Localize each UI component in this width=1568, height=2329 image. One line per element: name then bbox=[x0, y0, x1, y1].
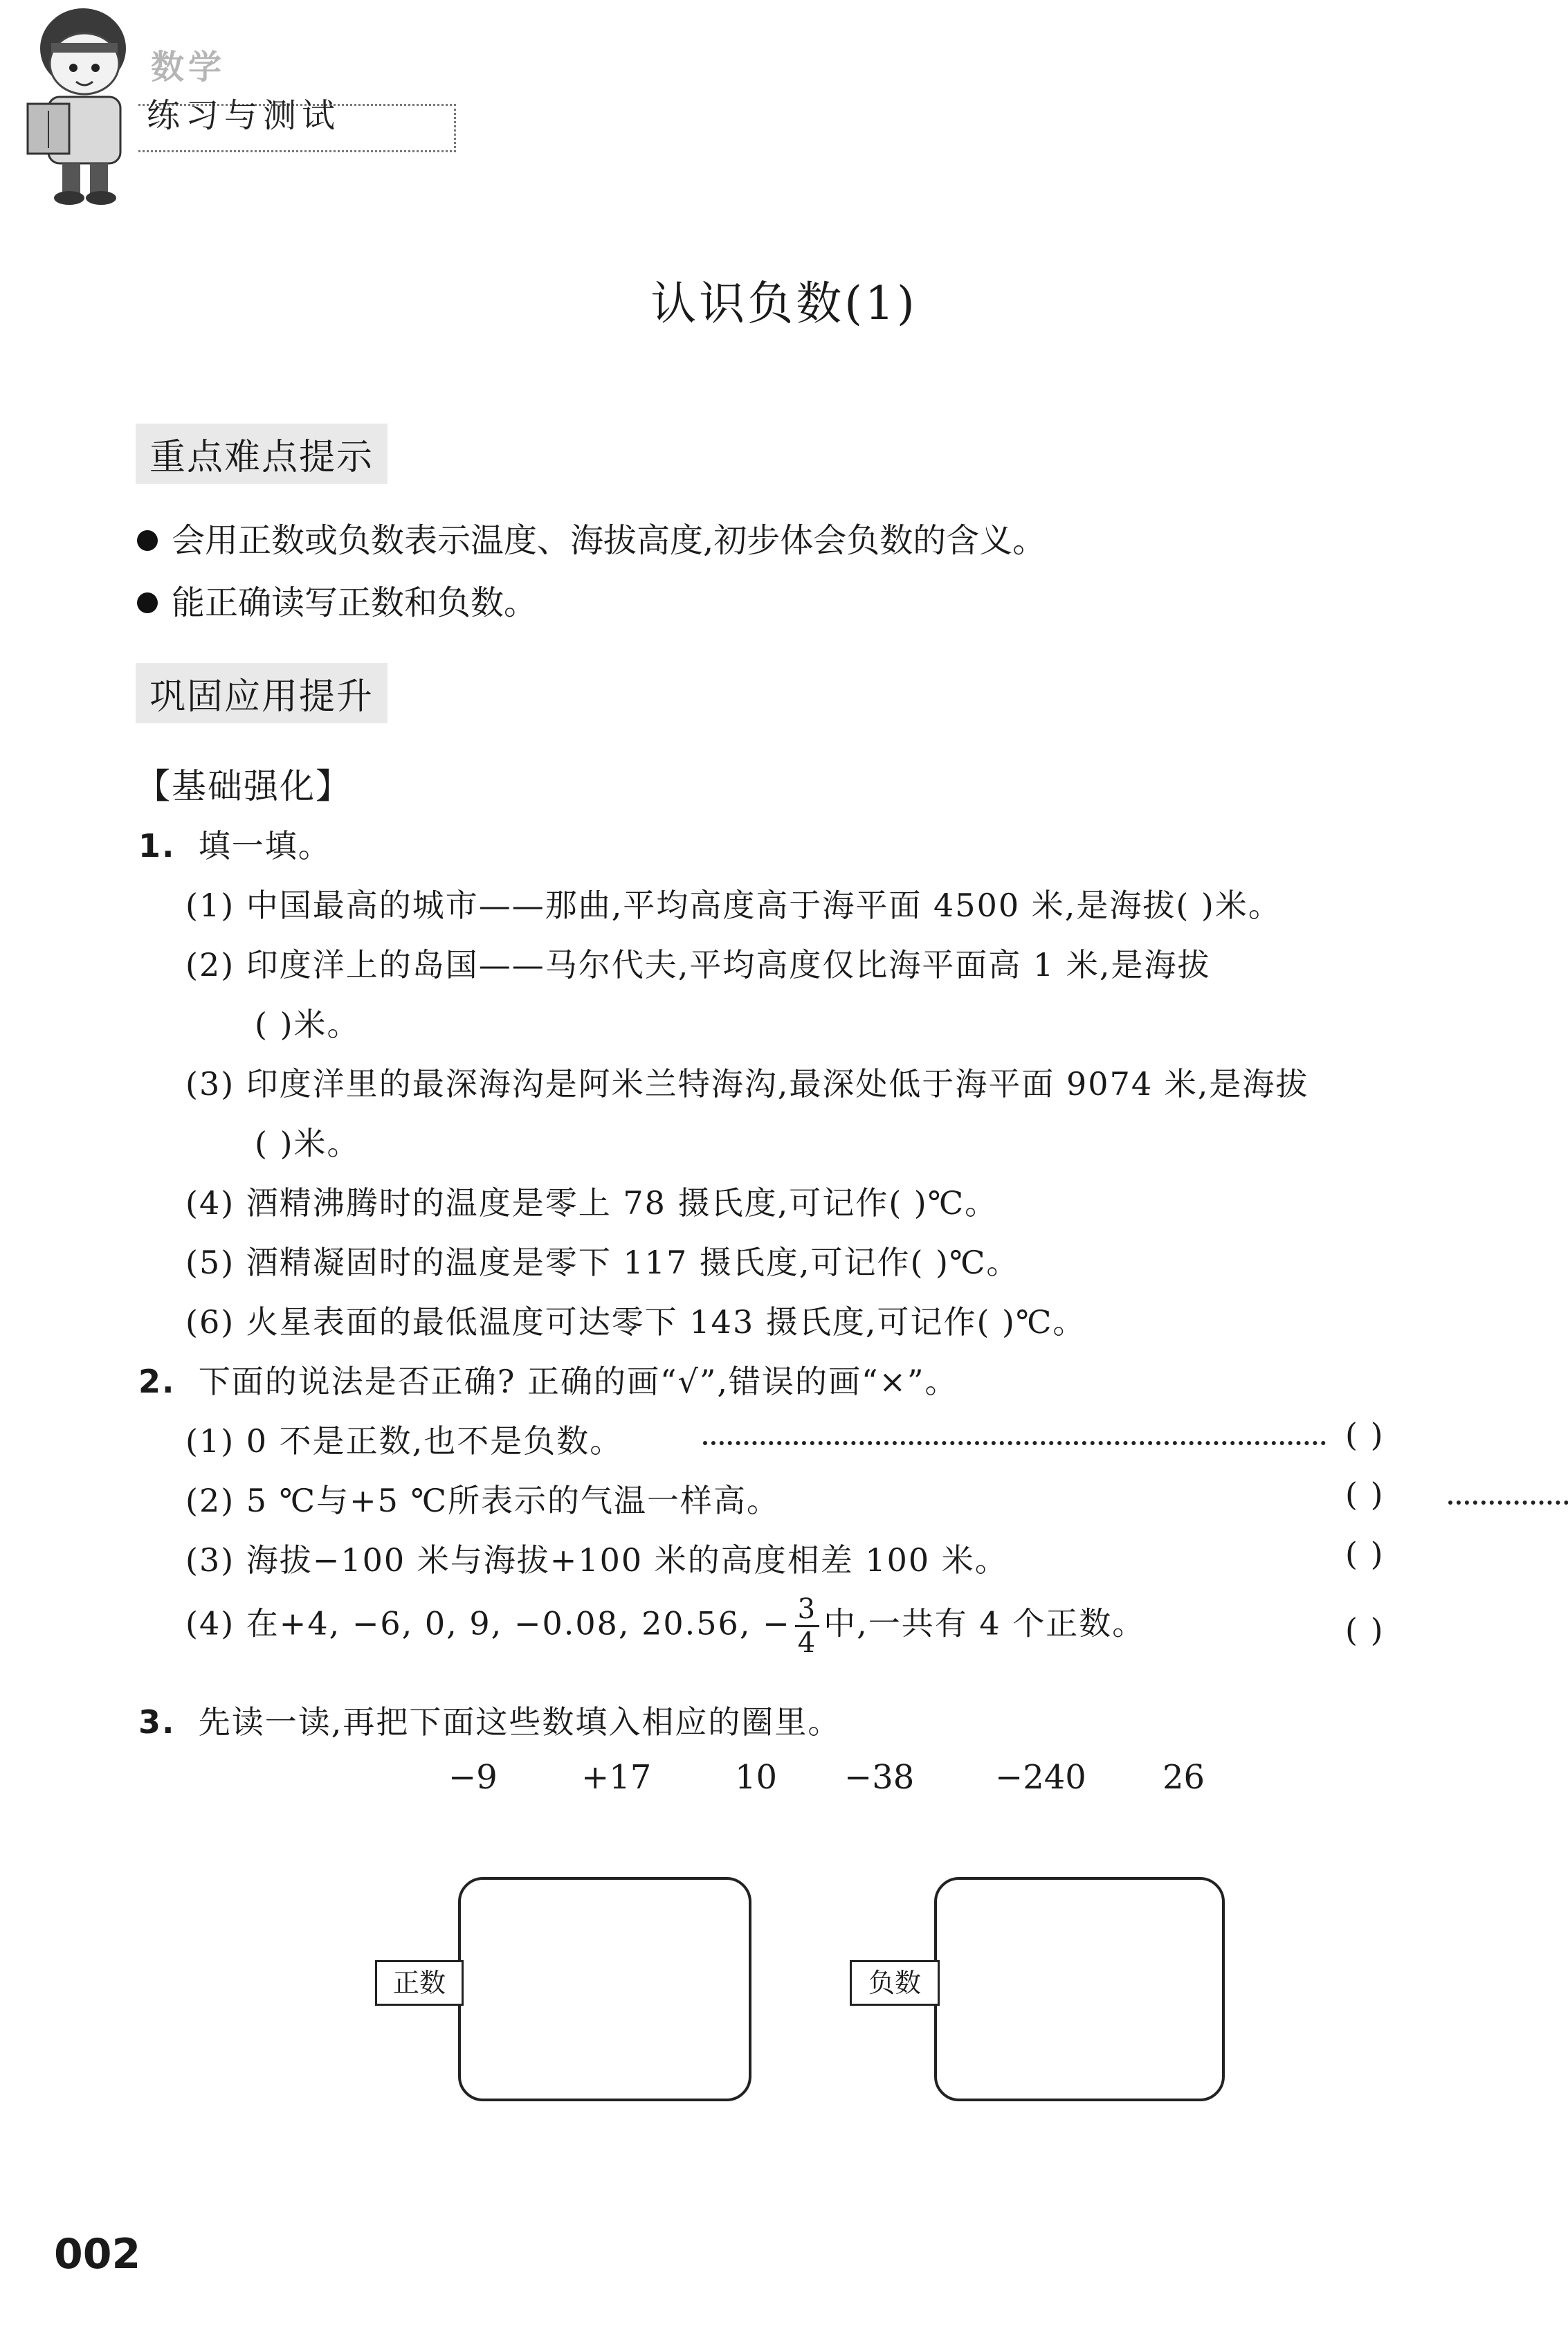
number-item: 26 bbox=[1163, 1758, 1205, 1797]
bullet-icon bbox=[137, 530, 158, 551]
q2-item-2-leader-dots bbox=[1448, 1501, 1568, 1505]
number-item: −240 bbox=[995, 1758, 1086, 1797]
q1-item-4: (4) 酒精沸腾时的温度是零上 78 摄氏度,可记作( )℃。 bbox=[185, 1184, 999, 1222]
header-series: 练习与测试 bbox=[147, 96, 341, 135]
q2-item-1: (1) 0 不是正数,也不是负数。 bbox=[185, 1422, 623, 1460]
number-item: 10 bbox=[735, 1758, 778, 1797]
section-tips-heading: 重点难点提示 bbox=[136, 424, 388, 484]
number-item: −38 bbox=[844, 1758, 915, 1797]
q2-item-1-answer[interactable]: ( ) bbox=[1345, 1416, 1385, 1453]
positive-numbers-circle[interactable] bbox=[458, 1877, 751, 2101]
q1-item-5: (5) 酒精凝固时的温度是零下 117 摄氏度,可记作( )℃。 bbox=[185, 1244, 1020, 1281]
q2-item-4-answer[interactable]: ( ) bbox=[1345, 1611, 1385, 1649]
q2-prompt: 2. 下面的说法是否正确? 正确的画“√”,错误的画“×”。 bbox=[138, 1363, 958, 1400]
q2-item-3-answer[interactable]: ( ) bbox=[1345, 1535, 1385, 1573]
q1-item-1: (1) 中国最高的城市——那曲,平均高度高于海平面 4500 米,是海拔( )米。 bbox=[185, 887, 1282, 924]
q2-item-4: (4) 在+4, −6, 0, 9, −0.08, 20.56, − $\frac{3}{4}$ 中,一共有 4 个正数。 bbox=[185, 1593, 1146, 1659]
positive-label: 正数 bbox=[375, 1960, 464, 2006]
negative-label: 负数 bbox=[850, 1960, 940, 2006]
page-number: 002 bbox=[54, 2230, 141, 2278]
q2-item-2-answer[interactable]: ( ) bbox=[1345, 1476, 1385, 1513]
q3-prompt: 3. 先读一读,再把下面这些数填入相应的圈里。 bbox=[138, 1703, 841, 1741]
q1-item-3: (3) 印度洋里的最深海沟是阿米兰特海沟,最深处低于海平面 9074 米,是海拔 bbox=[185, 1065, 1309, 1103]
tip-item-1: 会用正数或负数表示温度、海拔高度,初步体会负数的含义。 bbox=[137, 514, 1046, 561]
negative-numbers-circle[interactable] bbox=[934, 1877, 1225, 2101]
number-item: −9 bbox=[448, 1758, 498, 1797]
section-practice-heading: 巩固应用提升 bbox=[136, 663, 388, 723]
q1-prompt: 1. 填一填。 bbox=[138, 827, 331, 864]
bullet-icon bbox=[137, 592, 158, 613]
fraction: $\frac{3}{4}$ bbox=[795, 1593, 819, 1659]
mascot-illustration bbox=[21, 0, 152, 208]
q1-item-3-cont: ( )米。 bbox=[255, 1125, 361, 1162]
tip-item-2: 能正确读写正数和负数。 bbox=[137, 576, 537, 624]
q2-item-3: (3) 海拔−100 米与海拔+100 米的高度相差 100 米。 bbox=[185, 1541, 1008, 1579]
q1-item-2-cont: ( )米。 bbox=[255, 1006, 361, 1043]
q2-item-2: (2) 5 ℃与+5 ℃所表示的气温一样高。 bbox=[185, 1482, 781, 1519]
page-title: 认识负数(1) bbox=[650, 277, 918, 330]
q2-item-1-leader-dots bbox=[703, 1441, 1326, 1445]
q1-item-6: (6) 火星表面的最低温度可达零下 143 摄氏度,可记作( )℃。 bbox=[185, 1303, 1086, 1341]
header-subject: 数学 bbox=[151, 48, 226, 87]
q1-item-2: (2) 印度洋上的岛国——马尔代夫,平均高度仅比海平面高 1 米,是海拔 bbox=[185, 946, 1211, 984]
number-item: +17 bbox=[581, 1758, 652, 1797]
practice-subheading: 【基础强化】 bbox=[136, 766, 352, 806]
